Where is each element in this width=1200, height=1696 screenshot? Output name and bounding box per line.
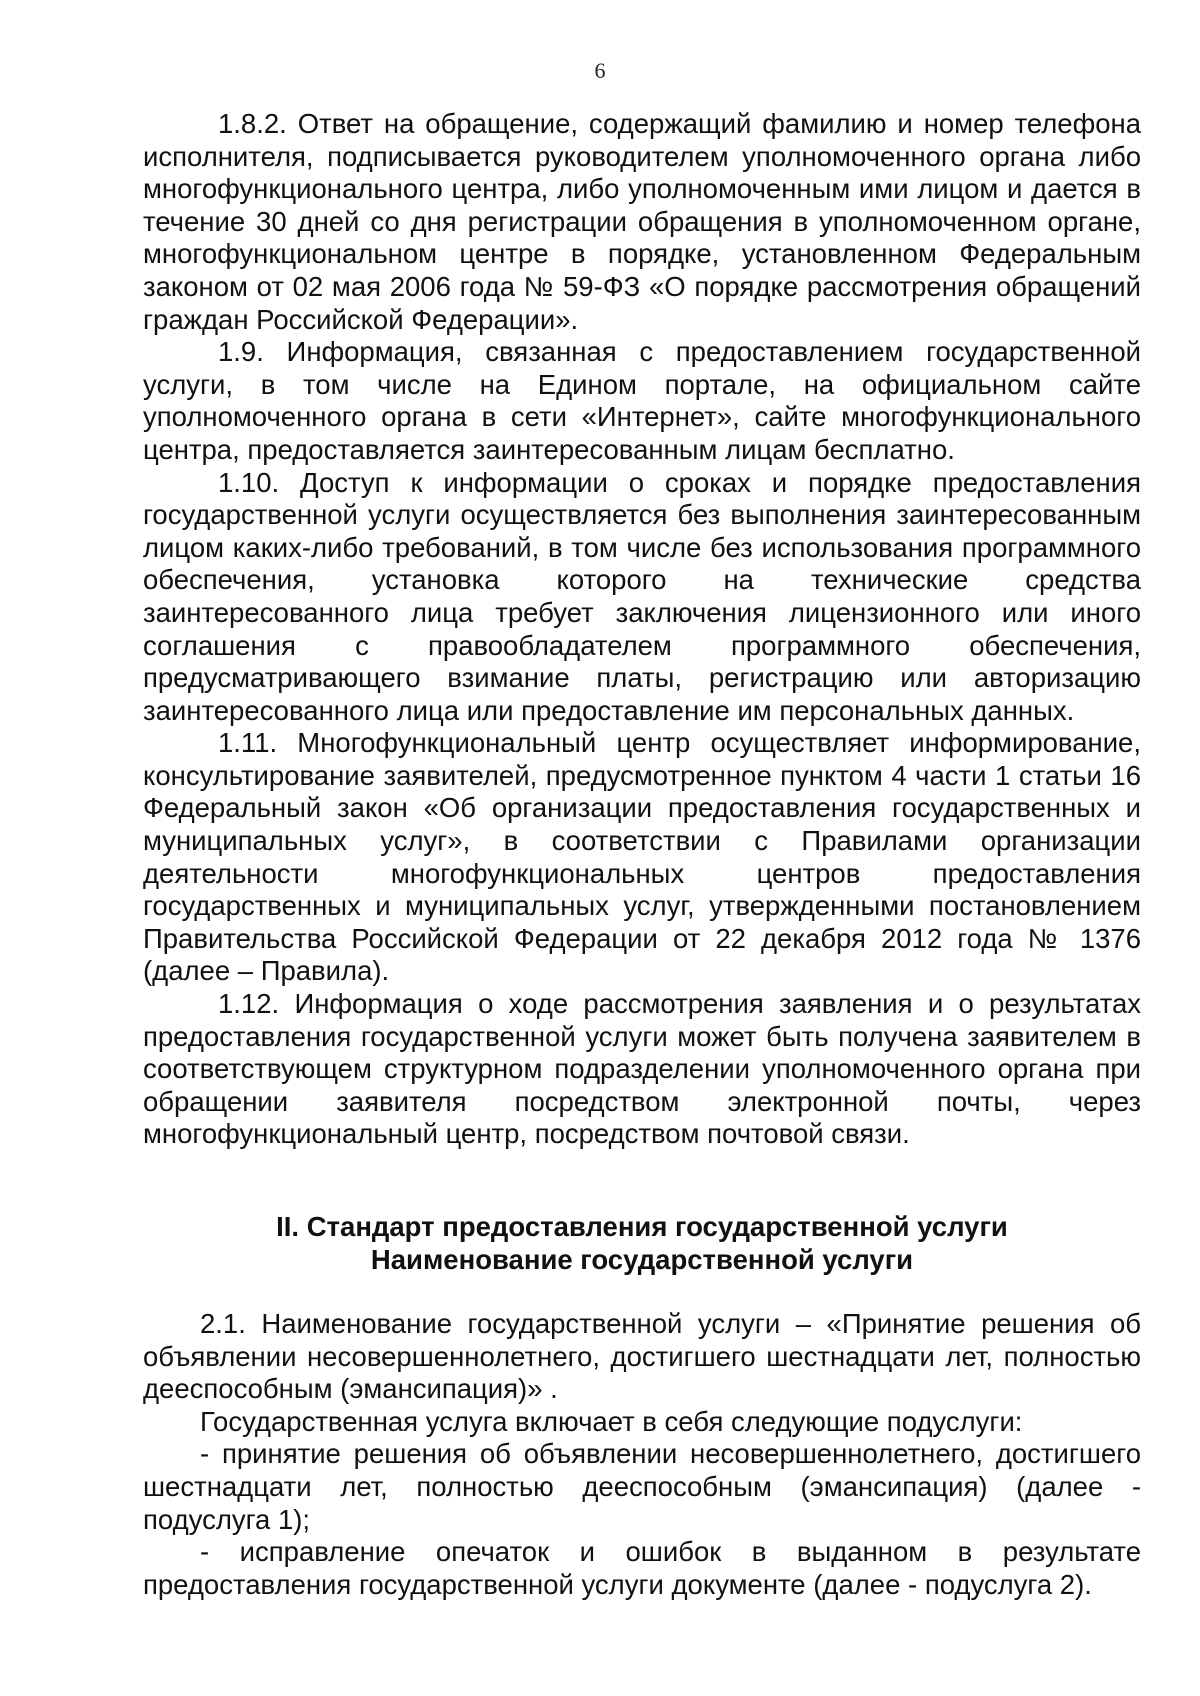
section-2-heading [143, 1210, 1141, 1276]
section-2-body [143, 1308, 1141, 1601]
paragraph-1-12: 1.12. Информация о ходе рассмотрения заявления и о результатах предоставления государственной услуги может быть получена заявителем в соответствующем структурном подразделении уполномоченного органа при обращении заявителя посредством электронной почты, через многофункциональный центр, посредством почтовой связи. [143, 988, 1141, 1150]
paragraph-subservices-intro: Государственная услуга включает в себя следующие подуслуги: [200, 1405, 1023, 1437]
paragraph-1-10: 1.10. Доступ к информации о сроках и порядке предоставления государственной услуги осуществляется без выполнения заинтересованным лицом каких-либо требований, в том числе без использования программного обеспечения, установка которого на технические средства заинтересованного лица требует заключения лицензионного или иного соглашения с правообладателем программного обеспечения, предусматривающего взимание платы, регистрацию или авторизацию заинтересованного лица или предоставление им персональных данных. [143, 466, 1141, 726]
list-item-subservice-1: - принятие решения об объявлении несовершеннолетнего, достигшего шестнадцати лет, полностью дееспособным (эмансипация) (далее - подуслуга 1); [143, 1438, 1141, 1535]
paragraph-1-9: 1.9. Информация, связанная с предоставлением государственной услуги, в том числе на Едином портале, на официальном сайте уполномоченного органа в сети «Интернет», сайте многофункционального центра, предоставляется заинтересованным лицам бесплатно. [143, 336, 1141, 465]
paragraph-2-1: 2.1. Наименование государственной услуги – «Принятие решения об объявлении несовершеннолетнего, достигшего шестнадцати лет, полностью дееспособным (эмансипация)» . [143, 1308, 1141, 1405]
page-number: 6 [594, 58, 606, 83]
list-item-subservice-2: - исправление опечаток и ошибок в выданном в результате предоставления государственной услуги документе (далее - подуслуга 2). [143, 1536, 1141, 1600]
paragraph-1-11: 1.11. Многофункциональный центр осуществляет информирование, консультирование заявителей, предусмотренное пунктом 4 части 1 статьи 16 Федеральный закон «Об организации предоставления государственных и муниципальных услуг», в соответствии с Правилами организации деятельности многофункциональных центров предоставления государственных и муниципальных услуг, утвержденными постановлением Правительства Российской Федерации от 22 декабря 2012 года № 1376 (далее – Правила). [143, 727, 1141, 987]
paragraph-1-8-2: 1.8.2. Ответ на обращение, содержащий фамилию и номер телефона исполнителя, подписывается руководителем уполномоченного органа либо многофункционального центра, либо уполномоченным ими лицом и дается в течение 30 дней со дня регистрации обращения в уполномоченном органе, многофункциональном центре в порядке, установленном Федеральным законом от 02 мая 2006 года № 59-ФЗ «О порядке рассмотрения обращений граждан Российской Федерации». [143, 108, 1141, 335]
section-title: II. Стандарт предоставления государственной услуги [276, 1211, 1008, 1242]
section-1-body [143, 108, 1141, 1151]
subsection-title: Наименование государственной услуги [370, 1244, 914, 1275]
